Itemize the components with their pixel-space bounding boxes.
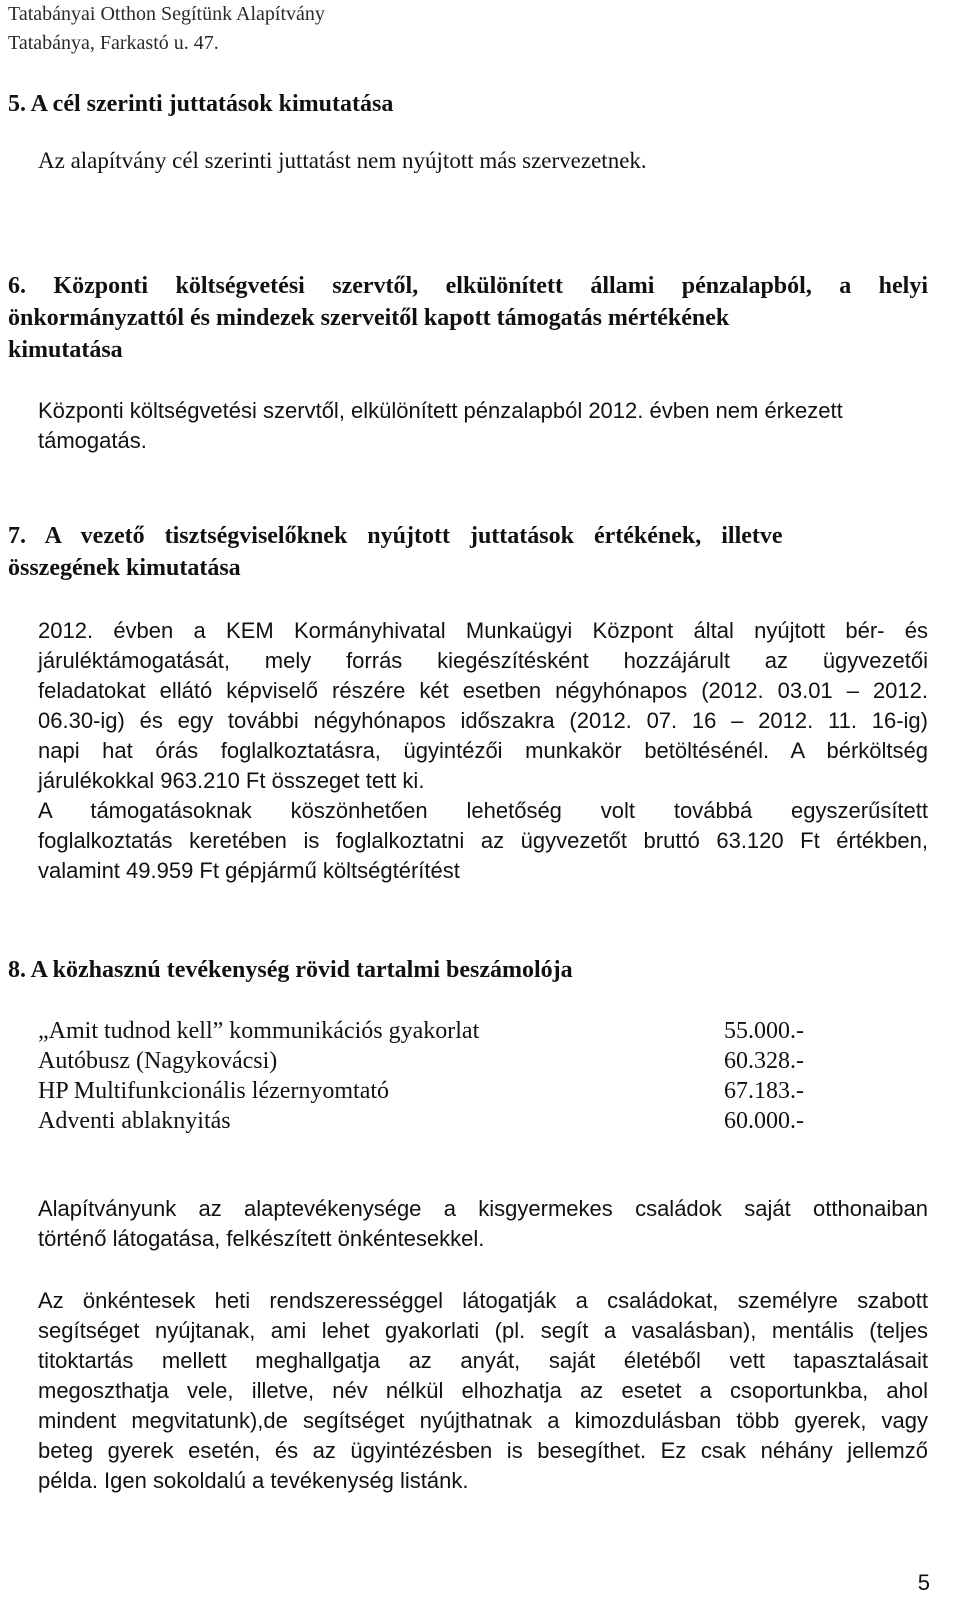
section-8-p1-line-2: történő látogatása, felkészített önkéntesekkel. bbox=[38, 1226, 485, 1251]
section-7-p1-line-1: 2012. évben a KEM Kormányhivatal Munkaügyi Központ által nyújtott bér- és bbox=[38, 618, 928, 643]
section-7-p2-line-3: valamint 49.959 Ft gépjármű költségtérítést bbox=[38, 858, 460, 883]
document-header bbox=[8, 0, 325, 58]
section-6-title-line-2: önkormányzattól és mindezek szerveitől kapott támogatás mértékének bbox=[8, 305, 730, 331]
list-item bbox=[38, 1016, 828, 1046]
section-7-p1-line-4: 06.30-ig) és egy további négyhónapos időszakra (2012. 07. 16 – 2012. 11. 16-ig) bbox=[38, 708, 928, 733]
item-name: Autóbusz (Nagykovácsi) bbox=[38, 1048, 278, 1074]
item-name: HP Multifunkcionális lézernyomtató bbox=[38, 1078, 390, 1104]
item-amount: 67.183.- bbox=[724, 1078, 804, 1104]
section-8-p2-line-7: példa. Igen sokoldalú a tevékenység listánk. bbox=[38, 1468, 469, 1493]
org-name: Tatabányai Otthon Segítünk Alapítvány bbox=[8, 3, 325, 25]
section-8-p2-line-3: titoktartás mellett meghallgatja az anyát, saját életéből vett tapasztalásait bbox=[38, 1348, 928, 1373]
section-8-p2-line-4: megoszthatja vele, illetve, név nélkül elhozhatja az esetet a csoportunkba, ahol bbox=[38, 1378, 928, 1403]
section-8-title: 8. A közhasznú tevékenység rövid tartalmi beszámolója bbox=[8, 957, 573, 983]
section-7-p1-line-3: feladatokat ellátó képviselő részére két esetben négyhónapos (2012. 03.01 – 2012. bbox=[38, 678, 928, 703]
section-8-p2-line-2: segítséget nyújtanak, ami lehet gyakorlati (pl. segít a vasalásban), mentális (teljes bbox=[38, 1318, 928, 1343]
section-5-title: 5. A cél szerinti juttatások kimutatása bbox=[8, 91, 394, 117]
item-amount: 60.000.- bbox=[724, 1108, 804, 1134]
item-name: Adventi ablaknyitás bbox=[38, 1108, 231, 1134]
section-8-paragraph-2 bbox=[38, 1286, 928, 1496]
activity-list bbox=[38, 1016, 828, 1136]
org-address: Tatabánya, Farkastó u. 47. bbox=[8, 32, 219, 54]
section-7-p2-line-2: foglalkoztatás keretében is foglalkoztatni az ügyvezetőt bruttó 63.120 Ft értékben, bbox=[38, 828, 928, 853]
section-8-p2-line-6: beteg gyerek esetén, és az ügyintézésben is besegíthet. Ez csak néhány jellemző bbox=[38, 1438, 928, 1463]
section-6-text bbox=[38, 396, 928, 456]
section-8-p1-line-1: Alapítványunk az alaptevékenysége a kisgyermekes családok saját otthonaiban bbox=[38, 1196, 928, 1221]
item-amount: 60.328.- bbox=[724, 1048, 804, 1074]
list-item bbox=[38, 1046, 828, 1076]
section-8-p2-line-5: mindent megvitatunk),de segítséget nyújthatnak a kimozdulásban több gyerek, vagy bbox=[38, 1408, 928, 1433]
section-7-p2-line-1: A támogatásoknak köszönhetően lehetőség volt továbbá egyszerűsített bbox=[38, 798, 928, 823]
section-7-p1-line-2: járuléktámogatását, mely forrás kiegészítésként hozzájárult az ügyvezetői bbox=[38, 648, 928, 673]
section-7-title bbox=[8, 520, 928, 584]
section-6-title bbox=[8, 270, 928, 366]
section-7-paragraph-2 bbox=[38, 796, 928, 886]
section-5-text: Az alapítvány cél szerinti juttatást nem nyújtott más szervezetnek. bbox=[38, 148, 647, 173]
section-6-text-line-1: Központi költségvetési szervtől, elkülönített pénzalapból 2012. évben nem érkezett bbox=[38, 398, 843, 423]
section-6-title-line-1: 6. Központi költségvetési szervtől, elkülönített állami pénzalapból, a helyi bbox=[8, 273, 928, 299]
section-7-title-line-1: 7. A vezető tisztségviselőknek nyújtott juttatások értékének, illetve bbox=[8, 523, 783, 549]
list-item bbox=[38, 1076, 828, 1106]
section-7-p1-line-6: járulékokkal 963.210 Ft összeget tett ki. bbox=[38, 768, 425, 793]
section-7-paragraph-1 bbox=[38, 616, 928, 796]
item-amount: 55.000.- bbox=[724, 1018, 804, 1044]
page-number: 5 bbox=[917, 1570, 930, 1595]
item-name: „Amit tudnod kell” kommunikációs gyakorlat bbox=[38, 1018, 480, 1044]
section-6-title-line-3: kimutatása bbox=[8, 337, 123, 363]
section-8-paragraph-1 bbox=[38, 1194, 928, 1254]
section-6-text-line-2: támogatás. bbox=[38, 428, 147, 453]
list-item bbox=[38, 1106, 828, 1136]
section-8-p2-line-1: Az önkéntesek heti rendszerességgel látogatják a családokat, személyre szabott bbox=[38, 1288, 928, 1313]
section-7-p1-line-5: napi hat órás foglalkoztatásra, ügyintézői munkakör betöltésénél. A bérköltség bbox=[38, 738, 928, 763]
section-7-title-line-2: összegének kimutatása bbox=[8, 555, 241, 581]
